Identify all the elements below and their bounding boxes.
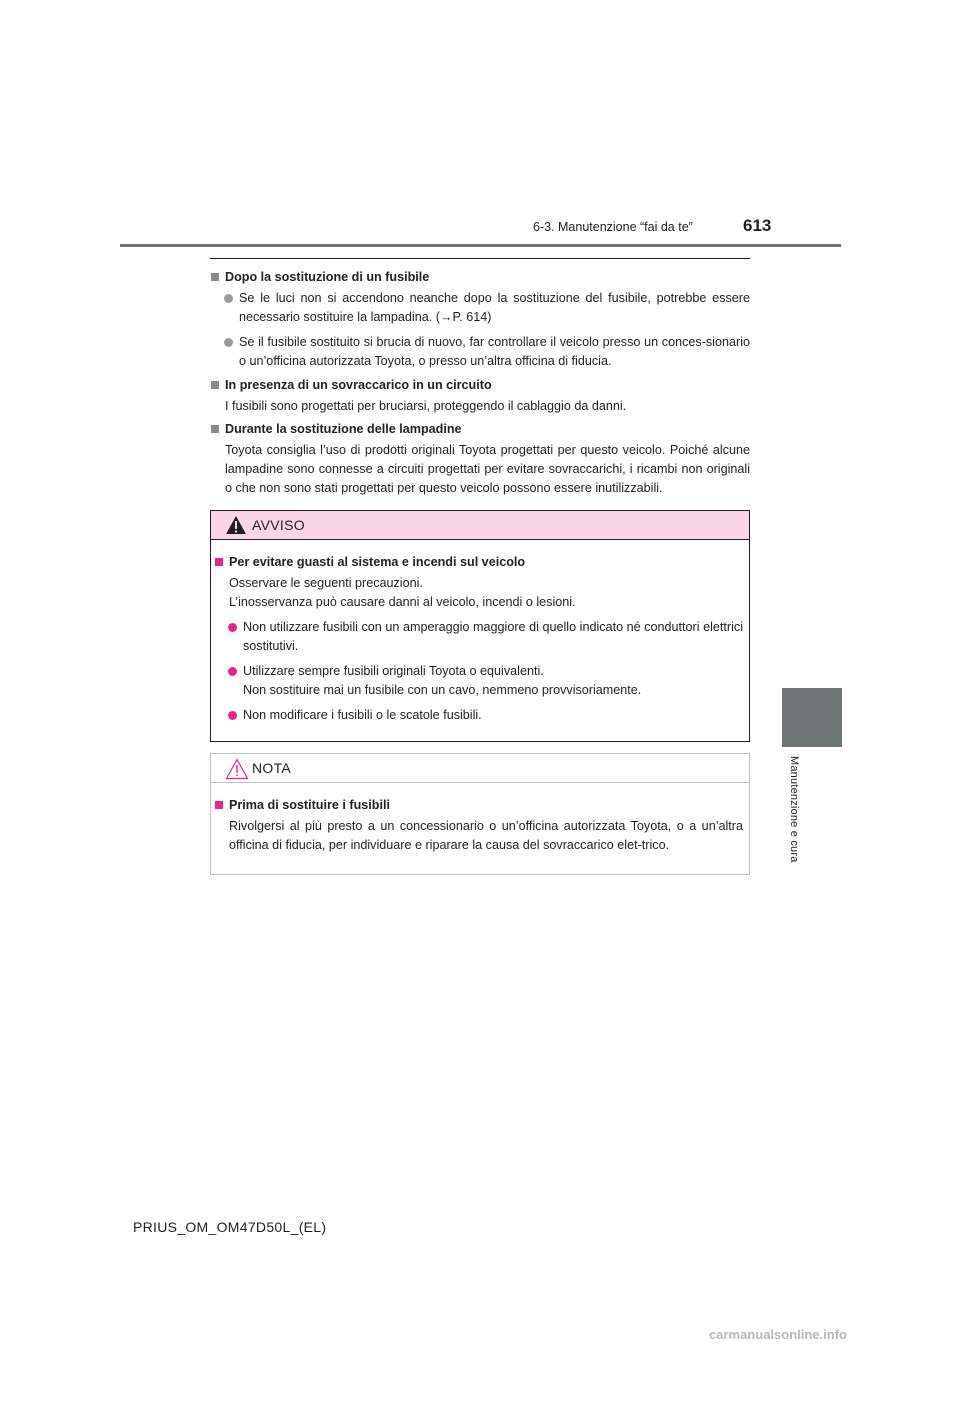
chapter-side-label: Manutenzione e cura — [788, 756, 800, 863]
list-item — [224, 333, 750, 371]
caution-triangle-icon — [225, 758, 249, 780]
footer-document-code: PRIUS_OM_OM47D50L_(EL) — [133, 1219, 327, 1235]
round-bullet-icon — [228, 711, 237, 720]
list-item-text: Non modificare i fusibili o le scatole fusibili. — [243, 708, 482, 722]
list-item-line: Non sostituire mai un fusibile con un cavo, nemmeno provvisoriamente. — [243, 683, 642, 697]
warning-intro-line: Osservare le seguenti precauzioni. — [229, 576, 423, 590]
round-bullet-icon — [224, 338, 233, 347]
square-bullet-icon — [211, 425, 219, 433]
round-bullet-icon — [228, 623, 237, 632]
note-box-header — [211, 754, 749, 783]
header-rule — [120, 244, 841, 247]
warning-box-body — [211, 540, 749, 741]
page-number: 613 — [743, 216, 772, 235]
warning-intro — [229, 574, 743, 612]
list-item-text: Se le luci non si accendono neanche dopo la sostituzione del fusibile, potrebbe essere necessario sostituire la lampadina. (→P. 614) — [239, 291, 750, 324]
section-title — [210, 377, 750, 394]
list-item — [224, 289, 750, 327]
list-item-text: Non utilizzare fusibili con un amperaggio maggiore di quello indicato né conduttori elettrici sostitutivi. — [243, 620, 743, 653]
square-bullet-icon — [211, 273, 219, 281]
section-title-text: Dopo la sostituzione di un fusibile — [225, 270, 430, 284]
square-bullet-icon — [215, 801, 223, 809]
section-title — [210, 421, 750, 438]
section-title-text: Durante la sostituzione delle lampadine — [225, 422, 462, 436]
section-text: Toyota consiglia l’uso di prodotti originali Toyota progettati per questo veicolo. Poiché alcune lampadine sono connesse a circuiti progettati per evitare sovraccarichi, i ricambi non originali o che non sono stati progettati per questo veicolo possono essere inutilizzabili. — [225, 443, 750, 495]
square-bullet-icon — [215, 558, 223, 566]
chapter-number: 6 — [808, 1393, 816, 1405]
content-top-rule — [210, 258, 750, 259]
list-item — [228, 662, 743, 700]
note-box-label: NOTA — [252, 760, 292, 776]
section-title — [210, 269, 750, 286]
note-box-body — [211, 783, 749, 874]
list-item-line: Utilizzare sempre fusibili originali Toyota o equivalenti. — [243, 664, 544, 678]
note-title — [214, 797, 743, 814]
list-item — [228, 706, 743, 725]
warning-box-label: AVVISO — [252, 517, 305, 533]
round-bullet-icon — [224, 294, 233, 303]
note-text: Rivolgersi al più presto a un concessionario o un’officina autorizzata Toyota, o a un’altra officina di fiducia, per individuare e riparare la causa del sovraccarico elet-trico. — [229, 819, 743, 852]
round-bullet-icon — [228, 667, 237, 676]
list-item-text — [243, 662, 641, 700]
square-bullet-icon — [211, 381, 219, 389]
watermark: carmanualsonline.info — [709, 1327, 847, 1342]
list-item-text: Se il fusibile sostituito si brucia di nuovo, far controllare il veicolo presso un conces-sionario o un’officina autorizzata Toyota, o presso un’altra officina di fiducia. — [239, 335, 750, 368]
list-item — [228, 618, 743, 656]
warning-triangle-icon — [225, 515, 247, 535]
section-title-text: In presenza di un sovraccarico in un circuito — [225, 378, 492, 392]
warning-box-header — [211, 511, 749, 540]
section-text: I fusibili sono progettati per bruciarsi, proteggendo il cablaggio da danni. — [225, 399, 627, 413]
warning-title-text: Per evitare guasti al sistema e incendi sul veicolo — [229, 555, 526, 569]
warning-intro-line: L’inosservanza può causare danni al veicolo, incendi o lesioni. — [229, 595, 576, 609]
page-content — [210, 258, 750, 875]
note-box — [210, 753, 750, 875]
note-title-text: Prima di sostituire i fusibili — [229, 798, 390, 812]
header-section-title: 6-3. Manutenzione “fai da te” — [533, 220, 693, 234]
warning-box — [210, 510, 750, 742]
section-circuit-overload — [210, 377, 750, 416]
section-bulb-replacement — [210, 421, 750, 498]
warning-title — [214, 554, 743, 571]
section-after-fuse-replacement — [210, 269, 750, 371]
